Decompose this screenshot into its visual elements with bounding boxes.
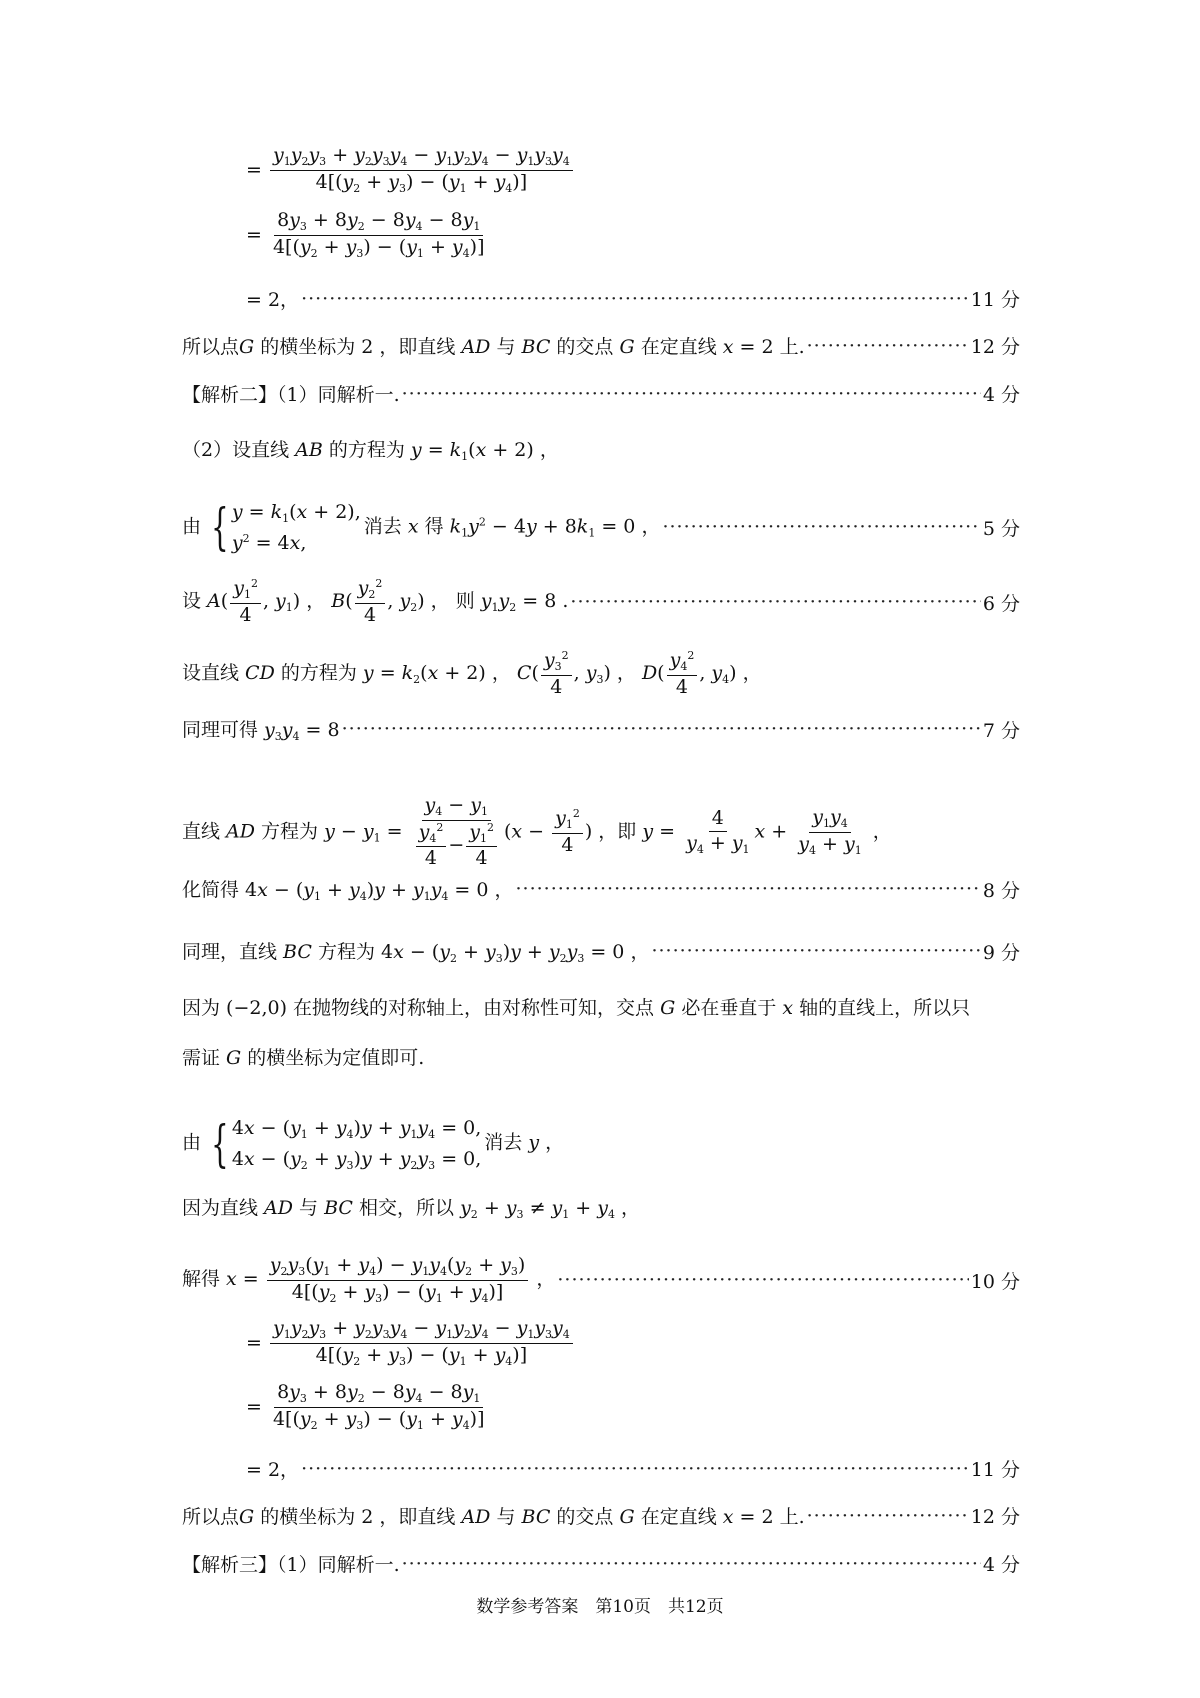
- equation-system: { $4x - (y_1 + y_4)y + y_1y_4 = 0$, $4x - (y_2 + y_3)y + y_2y_3 = 0$,: [211, 1114, 482, 1173]
- score-label: 5 分: [982, 517, 1020, 540]
- score-label: 11 分: [970, 1459, 1020, 1481]
- score-label: 8 分: [982, 879, 1020, 902]
- symmetry-line-1: 因为 (−2,0) 在抛物线的对称轴上，由对称性可知，交点 G 必在垂直于 x 轴的直线上，所以只: [182, 997, 971, 1019]
- score-label: 12 分: [970, 336, 1020, 358]
- symmetry-line-2: 需证 G 的横坐标为定值即可.: [182, 1047, 425, 1069]
- formula-line-2b: = $\frac{8y_3 + 8y_2 - 8y_4 - 8y_1}{4[(y_2 + y_3) - (y_1 + y_4)]}$: [246, 1381, 485, 1432]
- formula-line-3: = 2， ····· 11 分: [246, 285, 1020, 312]
- fraction: $\frac{8y_3 + 8y_2 - 8y_4 - 8y_1}{4[(y_2 + y_3) - (y_1 + y_4)]}$: [272, 209, 485, 260]
- score-label: 7 分: [982, 719, 1020, 742]
- line-bc-equation: 同理，直线 BC 方程为 $4x - (y_2 + y_3)y + y_2y_3 = 0$ ， ····· 9 分: [182, 937, 1020, 965]
- formula-line-1b: = $\frac{y_1y_2y_3 + y_2y_3y_4 - y_1y_2y_4 - y_1y_3y_4}{4[(y_2 + y_3) - (y_1 + y_4)]}$: [246, 1318, 575, 1368]
- set-line-cd: 设直线 CD 的方程为 $y = k_2(x + 2)$ ， C( $\frac{y_3^2}{4}$ , $y_3$) ， D( $\frac{y_4^2}{4}$ , $y_4$) ，: [182, 649, 762, 698]
- system-line-1: 由 { $y = k_1(x + 2)$, $y^2 = 4x$, 消去 x 得 $k_1y^2 - 4y + 8k_1 = 0$ ， ····· 5 分: [182, 497, 1020, 558]
- formula-line-3b: = 2， ····· 11 分: [246, 1455, 1020, 1482]
- set-points-ab: 设 A( $\frac{y_1^2}{4}$ , $y_1$) ， B( $\frac{y_2^2}{4}$ , $y_2$) ， 则 $y_1y_2 = 8$ . ····· 6 分: [182, 578, 1020, 626]
- formula-line-1: = $\frac{y_1y_2y_3 + y_2y_3y_4 - y_1y_2y_4 - y_1y_3y_4}{4[(y_2 + y_3) - (y_1 + y_4)]}$: [246, 145, 575, 195]
- line-ad-equation: 直线 AD 方程为 $y - y_1$ = $y_4 - y_1$ $\frac{y_4^2}{4}$ − $\frac{y_1^2}{4}$ (x − $\frac{y_1^2}{4}$ ) ，即 y = $\frac{4}{y_4 + y_1}$ x + $\frac{y_1y_4}{y_4 + y_1}$ ，: [182, 794, 892, 870]
- score-label: 11 分: [970, 289, 1020, 311]
- fraction: $\frac{y_1y_2y_3 + y_2y_3y_4 - y_1y_2y_4 - y_1y_3y_4}{4[(y_2 + y_3) - (y_1 + y_4)]}$: [270, 145, 573, 195]
- page-footer: 数学参考答案 第10页 共12页: [476, 1597, 724, 1617]
- solution-3-heading: 【解析三】（1）同解析一. ····· 4 分: [182, 1550, 1020, 1577]
- score-label: 4 分: [982, 384, 1020, 406]
- equation-system: { $y = k_1(x + 2)$, $y^2 = 4x$,: [211, 498, 361, 557]
- simplified-ad: 化简得 $4x - (y_1 + y_4)y + y_1y_4 = 0$ ， ····· 8 分: [182, 875, 1020, 903]
- conclusion-line-2: 所以点G 的横坐标为 2 ，即直线 AD 与 BC 的交点 G 在定直线 x = 2 上. ····· 12 分: [182, 1502, 1020, 1529]
- score-label: 12 分: [970, 1506, 1020, 1528]
- solution-2-part-2: （2）设直线 AB 的方程为 $y = k_1(x + 2)$ ，: [182, 439, 559, 463]
- score-label: 6 分: [982, 592, 1020, 615]
- same-reasoning: 同理可得 $y_3y_4 = 8$ ····· 7 分: [182, 715, 1020, 743]
- solve-x: 解得 x = $\frac{y_2y_3(y_1 + y_4) - y_1y_4(y_2 + y_3)}{4[(y_2 + y_3) - (y_1 + y_4)]}$ ， ····· 10 分: [182, 1255, 1020, 1305]
- solution-2-heading: 【解析二】（1）同解析一. ····· 4 分: [182, 380, 1020, 407]
- intersect-condition: 因为直线 AD 与 BC 相交，所以 $y_2 + y_3 \ne y_1 + y_4$ ，: [182, 1197, 641, 1221]
- score-label: 9 分: [982, 941, 1020, 964]
- system-line-2: 由 { $4x - (y_1 + y_4)y + y_1y_4 = 0$, $4x - (y_2 + y_3)y + y_2y_3 = 0$, 消去 y ，: [182, 1114, 565, 1173]
- score-label: 10 分: [970, 1270, 1020, 1293]
- conclusion-line: 所以点G 的横坐标为 2 ，即直线 AD 与 BC 的交点 G 在定直线 x = 2 上. ····· 12 分: [182, 332, 1020, 359]
- formula-line-2: = $\frac{8y_3 + 8y_2 - 8y_4 - 8y_1}{4[(y_2 + y_3) - (y_1 + y_4)]}$: [246, 210, 489, 260]
- score-label: 4 分: [982, 1554, 1020, 1576]
